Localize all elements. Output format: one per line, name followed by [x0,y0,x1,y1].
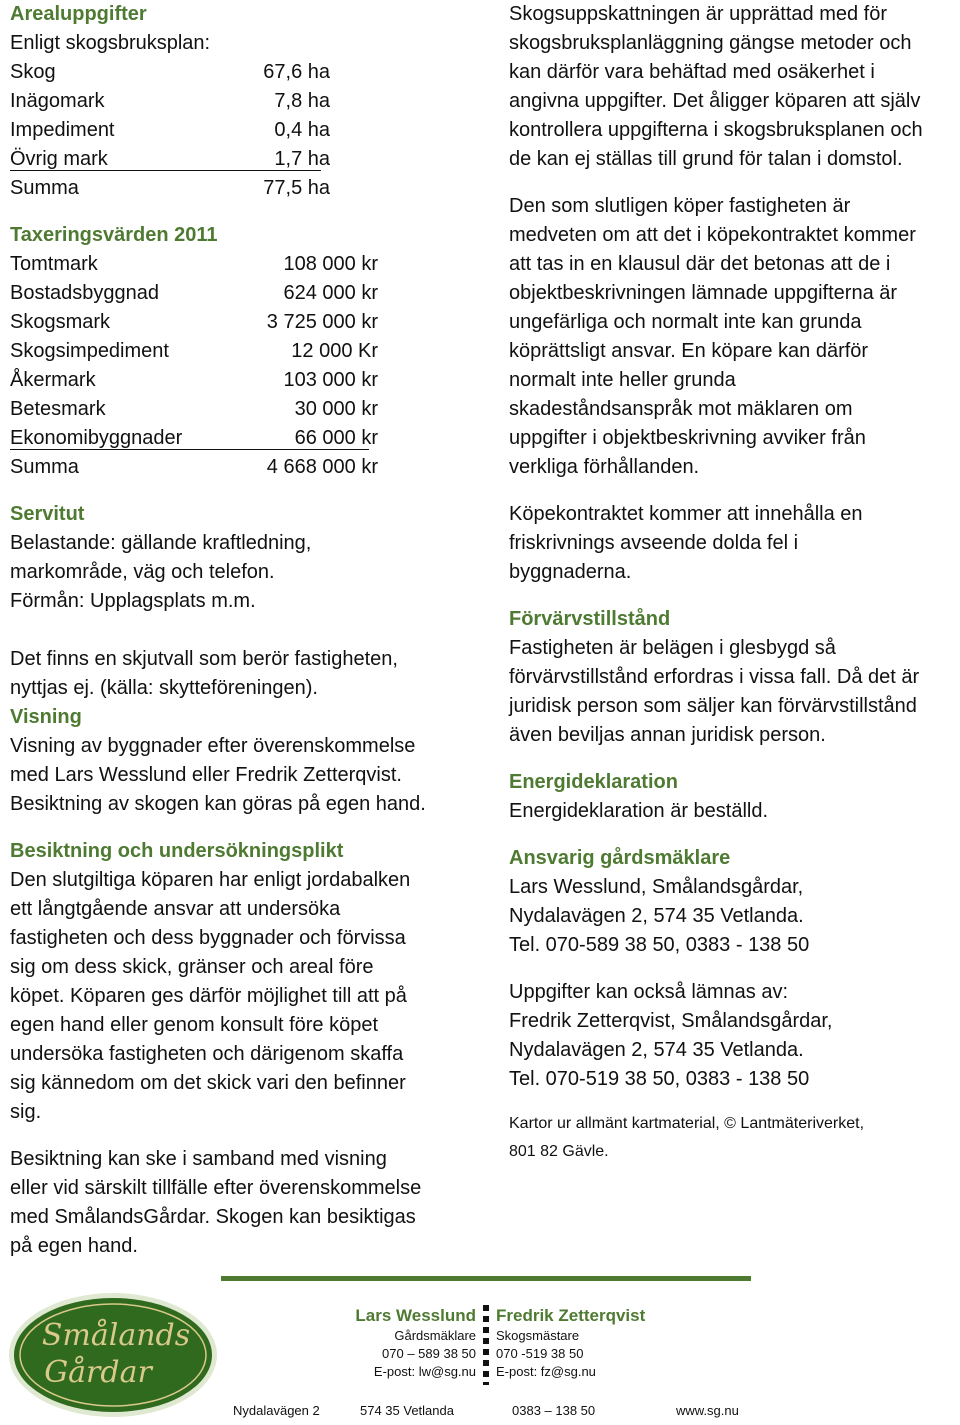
tax-row [10,395,480,424]
visning-heading: Visning [10,706,82,728]
tax-value: 624 000 kr [283,282,378,304]
forvarv-line: Fastigheten är belägen i glesbygd så [509,637,836,659]
ansvarig-line: Lars Wesslund, Smålandsgårdar, [509,876,804,898]
contact-email[interactable]: E-post: lw@sg.nu [373,1364,476,1379]
area-label: Inägomark [10,90,105,112]
tax-row [10,366,480,395]
uppgifter-line: Fredrik Zetterqvist, Smålandsgårdar, [509,1010,833,1032]
footer-postal: 574 35 Vetlanda [360,1403,454,1418]
forvarv-heading: Förvärvstillstånd [509,608,671,630]
besiktning-line: Den slutgiltiga köparen har enligt jordabalken [10,869,411,891]
ansvarig-line: Tel. 070-589 38 50, 0383 - 138 50 [509,934,810,956]
disclaimer-line: angivna uppgifter. Det åligger köparen att själv [509,90,921,112]
left-column [10,0,480,1261]
area-label: Övrig mark [10,148,108,170]
tax-heading: Taxeringsvärden 2011 [10,224,218,246]
tax-label: Skogsmark [10,311,111,333]
besiktning-line: sig kännedom om det skick vari den befinner [10,1072,406,1094]
area-heading: Arealuppgifter [10,3,147,25]
besiktning-line: köpet. Köparen ges därför möjlighet till att på [10,985,407,1007]
contact-role: Gårdsmäklare [394,1328,476,1343]
skjutvall-line: Det finns en skjutvall som berör fastigheten, [10,648,398,670]
contact-role: Skogsmästare [496,1328,580,1343]
visning-line: Besiktning av skogen kan göras på egen hand. [10,793,426,815]
buyer-line: medveten om att det i köpekontraktet kommer [509,224,916,246]
contact-phone: 070 – 589 38 50 [382,1346,476,1361]
servitut-heading: Servitut [10,503,85,525]
area-value: 67,6 ha [263,61,330,83]
ansvarig-line: Nydalavägen 2, 574 35 Vetlanda. [509,905,804,927]
disclaimer-line: kontrollera uppgifterna i skogsbruksplanen och [509,119,923,141]
area-row [10,116,480,145]
area-row [10,87,480,116]
tax-row [10,453,480,482]
tax-row [10,279,480,308]
tax-value: 108 000 kr [283,253,378,275]
buyer-line: objektbeskrivningen lämnade uppgifterna är [509,282,898,304]
kartor-line: Kartor ur allmänt kartmaterial, © Lantmäteriverket, [509,1115,865,1132]
area-intro: Enligt skogsbruksplan: [10,32,211,54]
area-value: 7,8 ha [274,90,330,112]
contact-email[interactable]: E-post: fz@sg.nu [496,1364,596,1379]
right-column [509,0,959,1166]
disclaimer-line: kan därför vara behäftad med osäkerhet i [509,61,875,83]
sum-underline [10,170,321,171]
visning-line: Visning av byggnader efter överenskommelse [10,735,416,757]
tax-value: 4 668 000 kr [266,456,378,478]
sum-underline [10,449,369,450]
contact-name: Lars Wesslund [355,1306,476,1325]
besiktning-line: egen hand eller genom konsult före köpet [10,1014,379,1036]
kartor-line: 801 82 Gävle. [509,1143,609,1160]
energi-line: Energideklaration är beställd. [509,800,769,822]
buyer-line: skadeståndsanspråk mot mäklaren om [509,398,853,420]
besiktning-line: sig. [10,1101,42,1123]
buyer-line: normalt inte heller grunda [509,369,736,391]
buyer-line: verkliga förhållanden. [509,456,700,478]
contract-line: byggnaderna. [509,561,632,583]
area-row [10,58,480,87]
logo-word-2: Gårdar [44,1355,152,1390]
tax-value: 12 000 Kr [291,340,378,362]
tax-row [10,337,480,366]
logo-word-1: Smålands [41,1318,191,1353]
contact-lars [355,1305,476,1381]
tax-row [10,308,480,337]
tax-row [10,424,480,453]
contract-line: friskrivnings avseende dolda fel i [509,532,799,554]
tax-value: 30 000 kr [294,398,378,420]
disclaimer-line: skogsbruksplanläggning gängse metoder och [509,32,912,54]
tax-label: Skogsimpediment [10,340,169,362]
area-table [10,58,480,203]
forvarv-line: även beviljas annan juridisk person. [509,724,826,746]
uppgifter-line: Tel. 070-519 38 50, 0383 - 138 50 [509,1068,810,1090]
footer-website-link[interactable]: www.sg.nu [676,1403,739,1418]
ansvarig-heading: Ansvarig gårdsmäklare [509,847,731,869]
footer-phone: 0383 – 138 50 [512,1403,596,1418]
contact-name: Fredrik Zetterqvist [496,1306,646,1325]
energi-heading: Energideklaration [509,771,678,793]
contact-fredrik [496,1305,645,1381]
buyer-line: köprättsligt ansvar. En köpare kan därför [509,340,869,362]
area-label: Summa [10,177,79,199]
tax-label: Bostadsbyggnad [10,282,160,304]
besiktning2-line: Besiktning kan ske i samband med visning [10,1148,387,1170]
tax-row [10,250,480,279]
buyer-line: att tas in en klausul där det betonas att de i [509,253,891,275]
area-value: 77,5 ha [263,177,330,199]
tax-label: Summa [10,456,79,478]
besiktning2-line: eller vid särskilt tillfälle efter överenskommelse [10,1177,422,1199]
besiktning-line: sig om dess skick, gränser och areal före [10,956,374,978]
skjutvall-line: nyttjas ej. (källa: skytteföreningen). [10,677,318,699]
area-value: 1,7 ha [274,148,330,170]
besiktning-line: ett långtgående ansvar att undersöka [10,898,341,920]
contact-phone: 070 -519 38 50 [496,1346,584,1361]
besiktning2-line: med SmålandsGårdar. Skogen kan besiktigas [10,1206,416,1228]
smalands-gardar-logo [6,1290,220,1420]
area-row [10,145,480,174]
disclaimer-line: de kan ej ställas till grund för talan i domstol. [509,148,903,170]
forvarv-line: förvärvstillstånd erfordras i vissa fall. Då det är [509,666,920,688]
besiktning-heading: Besiktning och undersökningsplikt [10,840,344,862]
tax-label: Betesmark [10,398,106,420]
besiktning2-line: på egen hand. [10,1235,138,1257]
visning-line: med Lars Wesslund eller Fredrik Zetterqvist. [10,764,402,786]
area-label: Impediment [10,119,115,141]
footer-address: Nydalavägen 2 [233,1403,320,1418]
tax-label: Åkermark [10,369,96,391]
area-row [10,174,480,203]
servitut-line: markområde, väg och telefon. [10,561,275,583]
footer-rule [221,1276,751,1281]
uppgifter-line: Uppgifter kan också lämnas av: [509,981,789,1003]
tax-label: Ekonomibyggnader [10,427,183,449]
servitut-line: Belastande: gällande kraftledning, [10,532,312,554]
besiktning-line: undersöka fastigheten och därigenom skaffa [10,1043,404,1065]
tax-value: 103 000 kr [283,369,378,391]
tax-label: Tomtmark [10,253,98,275]
besiktning-line: fastigheten och dess byggnader och förvissa [10,927,406,949]
buyer-line: Den som slutligen köper fastigheten är [509,195,851,217]
servitut-line: Förmån: Upplagsplats m.m. [10,590,256,612]
area-value: 0,4 ha [274,119,330,141]
tax-value: 3 725 000 kr [266,311,378,333]
buyer-line: ungefärliga och normalt inte kan grunda [509,311,862,333]
disclaimer-line: Skogsuppskattningen är upprättad med för [509,3,888,25]
area-label: Skog [10,61,56,83]
buyer-line: uppgifter i objektbeskrivning avviker från [509,427,866,449]
tax-table [10,250,480,482]
forvarv-line: juridisk person som säljer kan förvärvstillstånd [509,695,917,717]
tax-value: 66 000 kr [294,427,378,449]
contract-line: Köpekontraktet kommer att innehålla en [509,503,863,525]
contact-divider [483,1305,489,1385]
uppgifter-line: Nydalavägen 2, 574 35 Vetlanda. [509,1039,804,1061]
